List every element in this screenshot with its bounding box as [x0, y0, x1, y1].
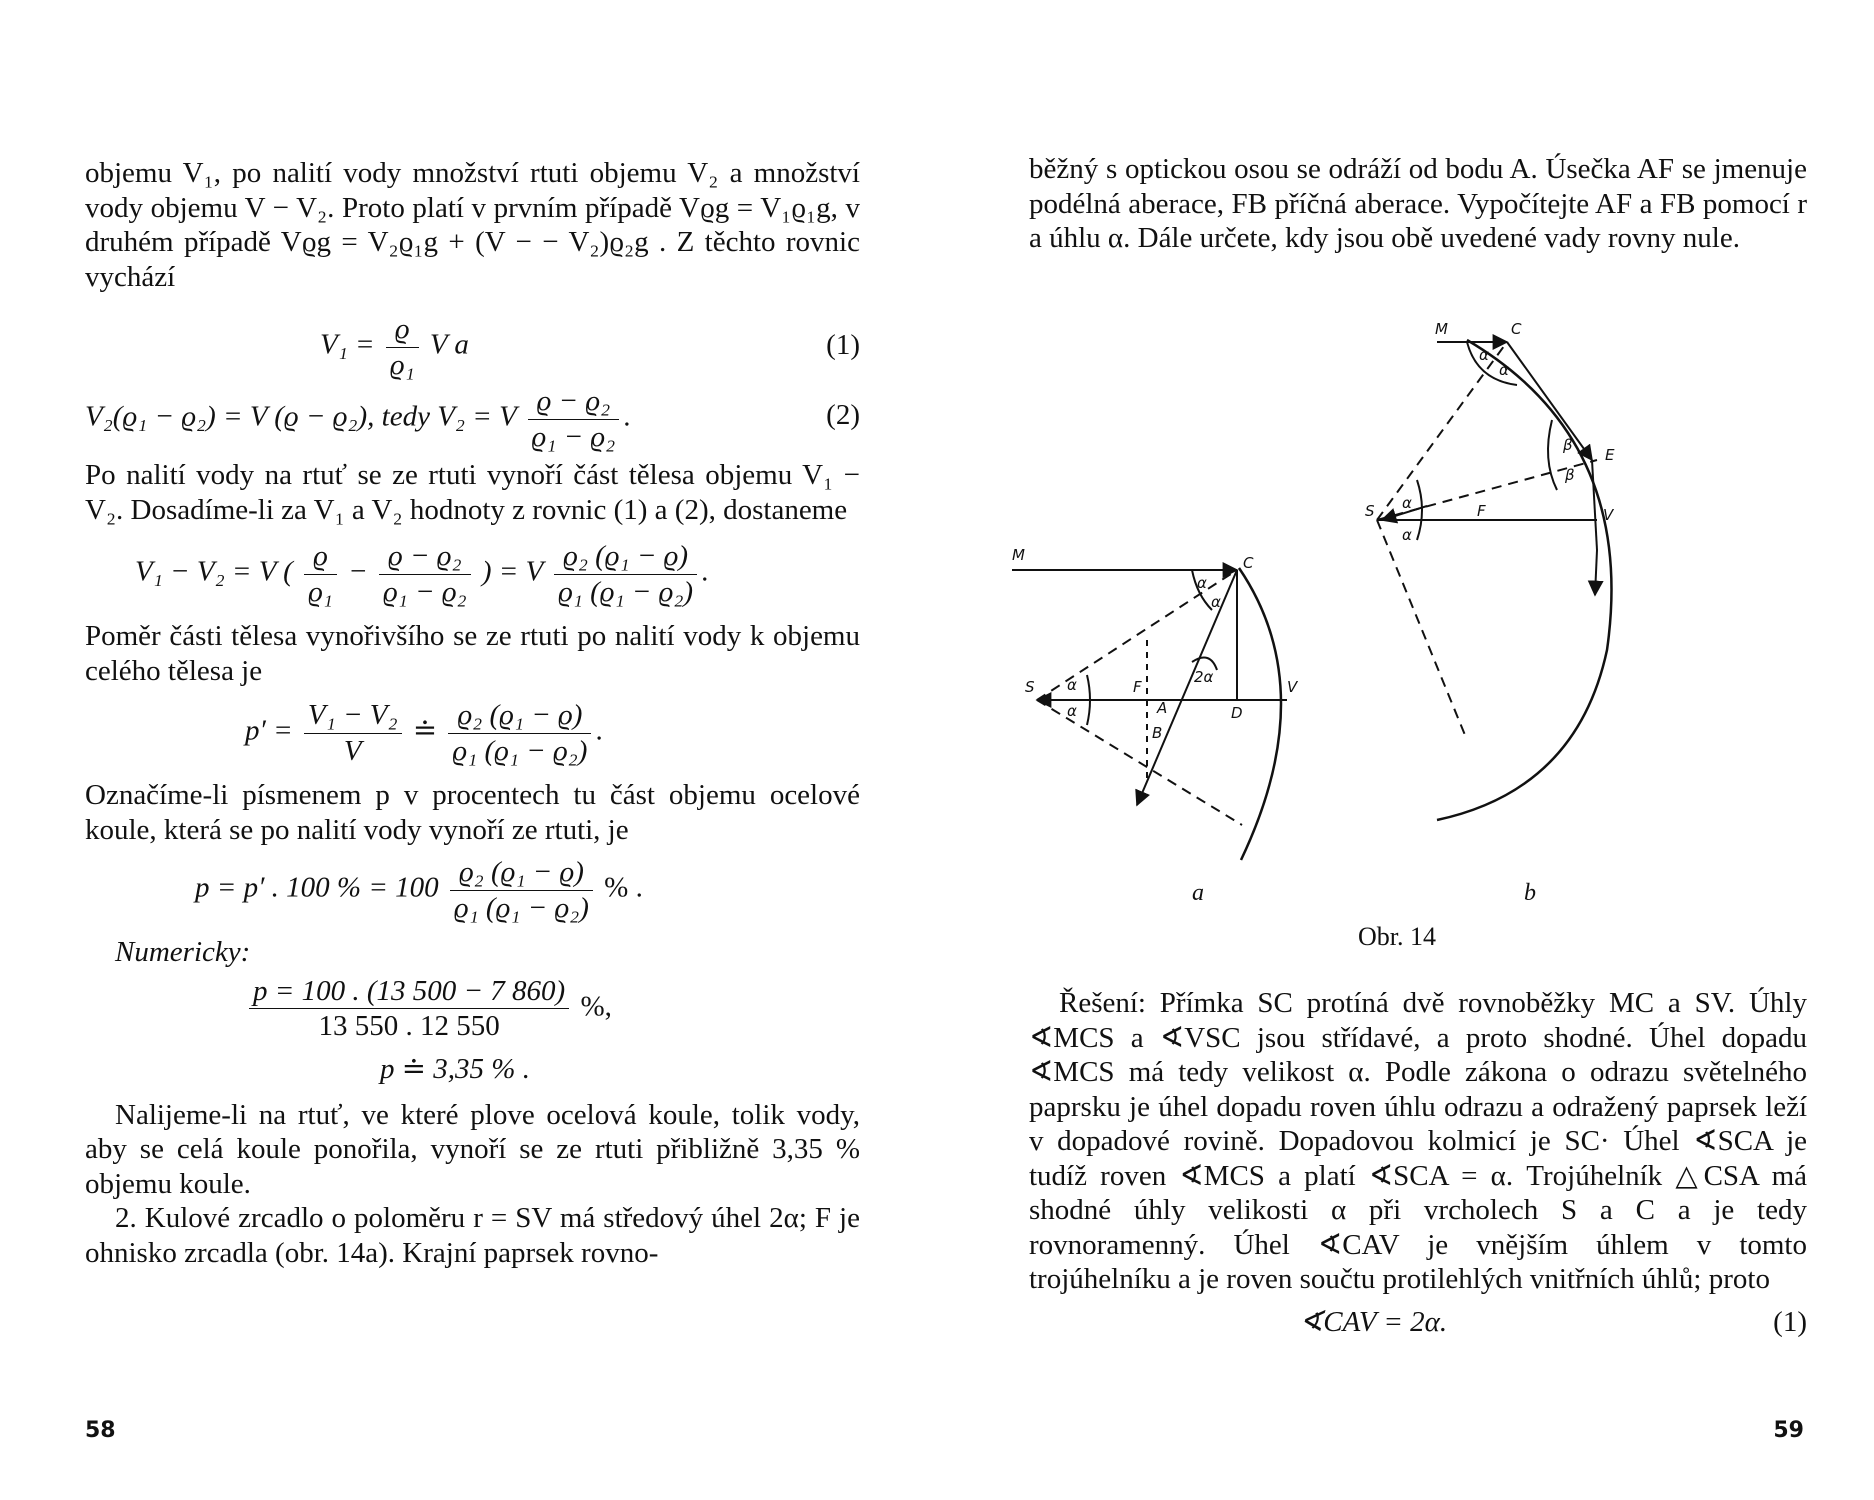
eq4-f1-numerator: V₁ − V₂ — [304, 698, 402, 734]
equation-final — [1029, 1297, 1807, 1347]
equation-2: V₂(ϱ₁ − ϱ₂) = V (ϱ − ϱ₂), tedy V₂ = V $\frac{\text{ϱ − ϱ₂}}{\text{ϱ₁ − ϱ₂}}$ . (2) — [85, 385, 860, 453]
right-page — [937, 0, 1874, 1500]
eq3-fraction-3 — [554, 539, 697, 609]
equation-7 — [85, 1052, 860, 1098]
mirror-diagram — [997, 320, 1797, 890]
left-para-3: Poměr části tělesa vynořivšího se ze rtuti po nalití vody k objemu celého tělesa je — [85, 620, 860, 687]
eq3-f3-numerator: ϱ₂ (ϱ₁ − ϱ) — [554, 539, 697, 575]
eq3-f1-numerator: ϱ — [304, 539, 337, 575]
eq6-denominator: 13 550 . 12 550 — [318, 1010, 500, 1042]
eq4-approx: ≐ — [412, 714, 438, 747]
left-para-4: Označíme-li písmenem p v procentech tu část objemu ocelové koule, která se po nalití vody vynoří ze rtuti, je — [85, 779, 860, 846]
eq4-f2-denominator: ϱ₁ (ϱ₁ − ϱ₂) — [452, 734, 588, 767]
right-page-number: 59 — [1773, 1418, 1804, 1443]
equation-1 — [85, 294, 860, 381]
eq6-numerator: p = 100 . (13 500 − 7 860) — [249, 974, 569, 1010]
eq1-numerator: ϱ — [386, 312, 419, 348]
eq4-f1-denominator: V — [343, 734, 362, 767]
equation-5 — [85, 847, 860, 935]
label-b-C: C — [1511, 320, 1522, 338]
label-a-F: F — [1133, 678, 1142, 696]
label-a-M: M — [1012, 546, 1025, 564]
eq4-fraction-2 — [448, 698, 591, 768]
eq4-f2-numerator: ϱ₂ (ϱ₁ − ϱ) — [448, 698, 591, 734]
eq-final-label: (1) — [1773, 1305, 1807, 1338]
eq6-fraction — [249, 974, 569, 1044]
label-b-S: S — [1365, 502, 1375, 520]
figure-14 — [997, 320, 1797, 951]
label-a-C: C — [1243, 554, 1254, 572]
eq1-tail: V a — [429, 328, 469, 361]
left-para-2: Po nalití vody na rtuť se ze rtuti vynoří část tělesa objemu V₁ − V₂. Dosadíme-li za V₁ a V₂ hodnoty z rovnic (1) a (2), dostaneme — [85, 459, 860, 526]
equation-3: V₁ − V₂ = V ( $\frac{ϱ}{\text{ϱ₁}}$ − $\frac{\text{ϱ − ϱ₂}}{\text{ϱ₁ − ϱ₂}}$ ) = V $\frac{\text{ϱ₂ (ϱ₁ − ϱ)}}{\text{ϱ₁ (ϱ₁ − ϱ₂)}}$ . — [135, 540, 709, 608]
eq3-f1-denominator: ϱ₁ — [308, 575, 333, 608]
diagram-b — [1377, 340, 1612, 820]
eq3-fraction-1 — [304, 539, 337, 609]
label-a-2alpha: 2α — [1194, 668, 1214, 686]
numericky-label: Numericky: — [115, 936, 251, 968]
equation-4: p′ = $\frac{\text{V₁ − V₂}}{V}$ ≐ $\frac{\text{ϱ₂ (ϱ₁ − ϱ)}}{\text{ϱ₁ (ϱ₁ − ϱ₂)}}$ . — [245, 699, 603, 767]
eq3-f2-denominator: ϱ₁ − ϱ₂ — [382, 575, 467, 608]
figure-caption: Obr. 14 — [1358, 922, 1436, 951]
eq7-text: p ≐ 3,35 % . — [380, 1052, 530, 1085]
eq5-fraction — [450, 855, 593, 925]
eq2-fraction — [528, 384, 620, 454]
eq3-fraction-2 — [379, 539, 471, 609]
label-b-alpha-1: α — [1479, 346, 1489, 364]
label-b-F: F — [1477, 502, 1486, 520]
label-a-alpha-1: α — [1197, 574, 1207, 592]
figure-sublabel-b: b — [1524, 880, 1536, 906]
label-a-alpha-4: α — [1067, 702, 1077, 720]
diagram-a — [1012, 568, 1287, 860]
eq3-f2-numerator: ϱ − ϱ₂ — [379, 539, 471, 575]
eq1-label: (1) — [826, 329, 860, 361]
eq5-tail: % . — [604, 871, 643, 904]
eq-final-text: ∢CAV = 2α. — [1299, 1305, 1448, 1338]
figure-sublabel-a: a — [1192, 880, 1204, 906]
eq3-lhs: V₁ − V₂ = V ( — [135, 555, 293, 588]
right-para-1: běžný s optickou osou se odráží od bodu A. Úsečka AF se jmenuje podélná aberace, FB příčná aberace. Vypočítejte AF a FB pomocí r a úhlu α. Dále určete, kdy jsou obě uvedené vady rovny nule. — [1029, 153, 1807, 254]
eq2-denominator: ϱ₁ − ϱ₂ — [531, 420, 616, 453]
eq1-denominator: ϱ₁ — [389, 348, 415, 381]
label-b-beta-2: β — [1565, 466, 1575, 484]
label-b-alpha-3: α — [1402, 494, 1412, 512]
label-a-alpha-3: α — [1067, 676, 1077, 694]
left-text-column — [85, 156, 860, 1270]
left-para-5: Nalijeme-li na rtuť, ve které plove ocelová koule, tolik vody, aby se celá koule ponořila, vynoří se ze rtuti přibližně 3,35 % objemu koule. — [85, 1098, 860, 1200]
right-para-2: Řešení: Přímka SC protíná dvě rovnoběžky MC a SV. Úhly ∢MCS a ∢VSC jsou střídavé, a proto shodné. Úhel dopadu ∢MCS má tedy velikost α. Podle zákona o odrazu světelného paprsku je úhel dopadu roven úhlu odrazu a odražený paprsek leží v dopadové rovině. Dopadovou kolmicí je SC· Úhel ∢SCA je tudíž roven ∢MCS a platí ∢SCA = α. Trojúhelník △CSA má shodné úhly velikosti α při vrcholech S a C a je tedy rovnoramenný. Úhel ∢CAV je vnějším úhlem v tomto trojúhelníku a je roven součtu protilehlých vnitřních úhlů; proto — [1029, 987, 1807, 1295]
eq1-lhs: V₁ = — [320, 328, 375, 361]
eq3-equals: ) = V — [481, 555, 543, 588]
eq2-numerator: ϱ − ϱ₂ — [528, 384, 620, 420]
eq5-numerator: ϱ₂ (ϱ₁ − ϱ) — [450, 855, 593, 891]
label-b-M: M — [1435, 320, 1448, 338]
left-para-6: 2. Kulové zrcadlo o poloměru r = SV má středový úhel 2α; F je ohnisko zrcadla (obr. 14a). Krajní paprsek rovno- — [85, 1202, 860, 1269]
label-b-V: V — [1603, 506, 1614, 524]
label-a-B: B — [1152, 724, 1163, 742]
eq2-label: (2) — [826, 399, 860, 431]
left-para-1: objemu V₁, po nalití vody množství rtuti objemu V₂ a množství vody objemu V − V₂. Proto platí v prvním případě Vϱg = V₁ϱ₁g, v druhém případě Vϱg = V₂ϱ₁g + (V − − V₂)ϱ₂g . Z těchto rovnic vychází — [85, 157, 860, 293]
right-text-column-lower — [1029, 986, 1807, 1347]
label-a-A: A — [1157, 699, 1168, 717]
label-a-alpha-2: α — [1211, 593, 1221, 611]
label-b-alpha-4: α — [1402, 526, 1412, 544]
eq5-lhs: p = p′ . 100 % = 100 — [195, 871, 439, 904]
eq4-fraction-1 — [304, 698, 402, 768]
label-a-V: V — [1287, 678, 1298, 696]
eq6-tail: %, — [580, 990, 612, 1023]
eq3-f3-denominator: ϱ₁ (ϱ₁ − ϱ₂) — [558, 575, 694, 608]
right-text-column — [1029, 152, 1807, 256]
label-a-D: D — [1231, 704, 1243, 722]
label-b-beta-1: β — [1563, 436, 1573, 454]
label-a-S: S — [1025, 678, 1035, 696]
eq5-denominator: ϱ₁ (ϱ₁ − ϱ₂) — [453, 891, 589, 924]
eq4-lhs: p′ = — [245, 714, 293, 747]
left-page-number: 58 — [85, 1418, 116, 1443]
equation-6 — [85, 970, 860, 1052]
eq3-minus: − — [348, 555, 368, 588]
label-b-E: E — [1605, 446, 1615, 464]
eq2-lhs: V₂(ϱ₁ − ϱ₂) = V (ϱ − ϱ₂), tedy V₂ = V — [85, 400, 517, 433]
diagram-a-labels — [1012, 546, 1299, 742]
label-b-alpha-2: α — [1499, 361, 1509, 379]
eq1-fraction — [386, 312, 419, 382]
